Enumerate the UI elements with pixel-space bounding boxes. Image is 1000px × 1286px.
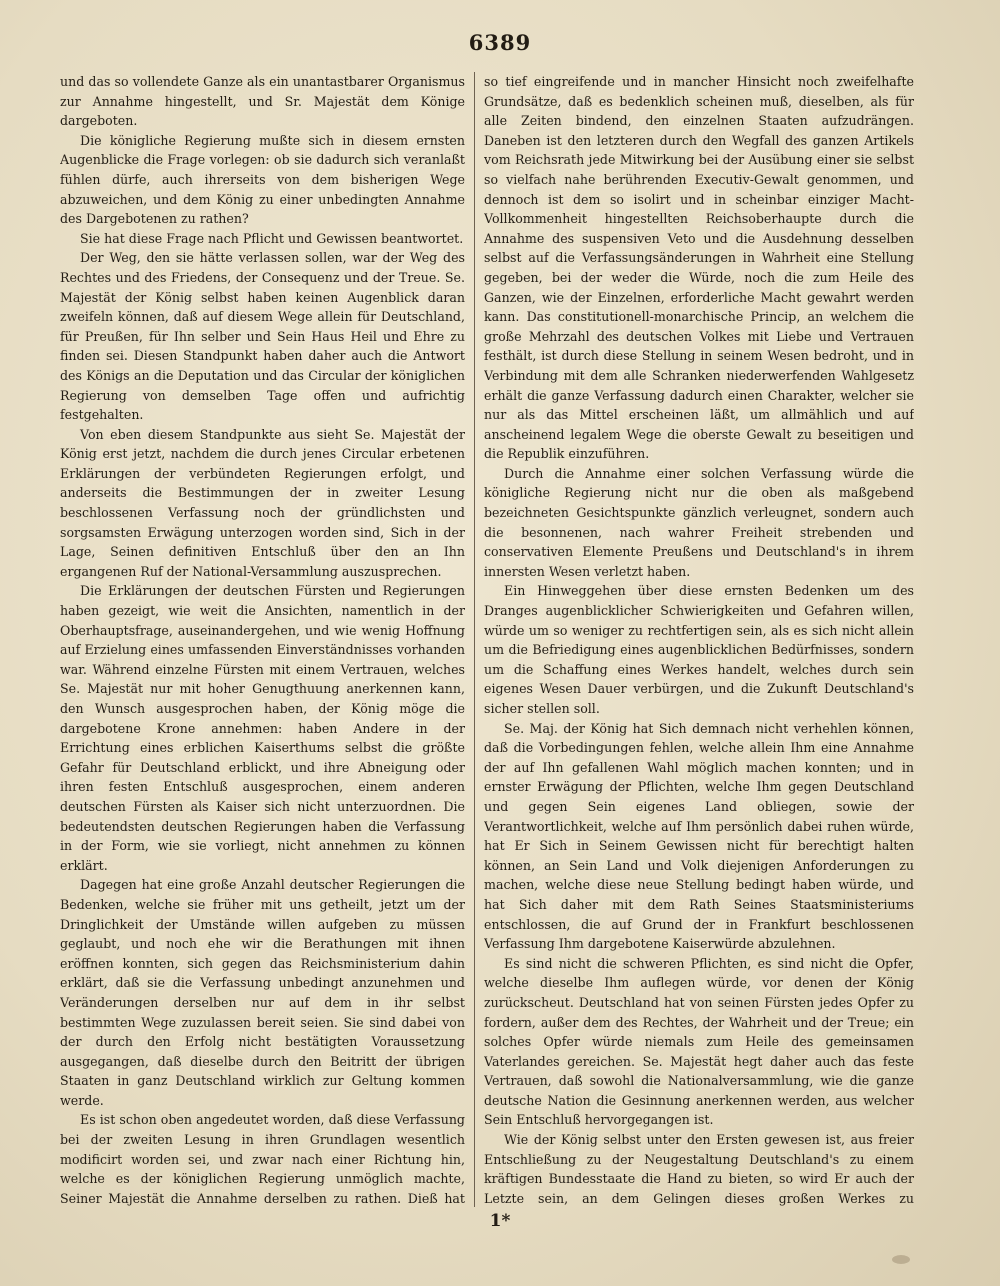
paragraph: Sie hat diese Frage nach Pflicht und Gewissen beantwortet.: [80, 230, 464, 246]
paragraph: Wie der König selbst unter den Ersten gewesen ist, aus freier Entschließung zu der Neugestaltung Deutschland's zu einem kräftigen Bundesstaate die Hand zu bieten, so wird Er auch der Letzte sein, an dem Gelingen dieses großen Werkes zu: [484, 1132, 914, 1206]
paragraph: Der Weg, den sie hätte verlassen sollen, war der Weg des Rechtes und des Friedens, der Consequenz und der Treue. Se. Majestät der König selbst haben keinen Augenblick daran zweifeln können, daß auf diesem Wege allein für Deutschland, für Preußen, für Ihn selber und Sein Haus Heil und Ehre zu finden sei. Diesen Standpunkt haben daher auch die Antwort des Königs an die Deputation und das Circular der königlichen Regierung von demselben Tage offen und aufrichtig festgehalten.: [60, 250, 465, 423]
paragraph: Es sind nicht die schweren Pflichten, es sind nicht die Opfer, welche dieselbe Ihm auflegen würde, vor denen der König zurückscheut. Deutschland hat von seinen Fürsten jedes Opfer zu fordern, außer dem des Rechtes, der Wahrheit und der Treue; ein solches Opfer würde niemals zum Heile des gemeinsamen Vaterlandes gereichen. Se. Majestät hegt daher auch das feste Vertrauen, daß sowohl die Nationalversammlung, wie die ganze deutsche Nation die Gesinnung anerkennen werden, aus welcher Sein Entschluß hervorgegangen ist.: [484, 955, 914, 1128]
paragraph: Se. Maj. der König hat Sich demnach nicht verhehlen können, daß die Vorbedingungen fehlen, welche allein Ihm eine Annahme der auf Ihn gefallenen Wahl möglich machen konnten; und in ernster Erwägung der Pflichten, welche Ihm gegen Deutschland und gegen Sein eigenes Land obliegen, sowie der Verantwortlichkeit, welche auf Ihm persönlich dabei ruhen würde, hat Er Sich in Seinem Gewissen nicht für berechtigt halten können, an Sein Land und Volk diejenigen Anforderungen zu machen, welche diese neue Stellung bedingt haben würde, und hat Sich daher mit dem Rath Seines Staatsministeriums entschlossen, die auf Grund der in Frankfurt beschlossenen Verfassung Ihm dargebotene Kaiserwürde abzulehnen.: [484, 720, 914, 952]
ink-smudge: [892, 1255, 910, 1264]
signature-mark: 1*: [489, 1211, 511, 1231]
column-divider: [474, 72, 475, 1207]
paragraph: Es ist schon oben angedeutet worden, daß diese Verfassung bei der zweiten Lesung in ihren Grundlagen wesentlich modificirt worden sei, und zwar nach einer Richtung hin, welche es der königlichen Regierung unmöglich machte, Seiner Majestät die Annahme derselben zu rathen. Dieß hat: [60, 1112, 465, 1206]
paragraph: Die Erklärungen der deutschen Fürsten und Regierungen haben gezeigt, wie weit die Ansichten, namentlich in der Oberhauptsfrage, auseinandergehen, und wie wenig Hoffnung auf Erzielung eines umfassenden Einverständnisses vorhanden war. Während einzelne Fürsten mit einem Vertrauen, welches Se. Majestät nur mit hoher Genugthuung anerkennen kann, den Wunsch ausgesprochen haben, der König möge die dargebotene Krone annehmen: haben Andere in der Errichtung eines erblichen Kaiserthums selbst die größte Gefahr für Deutschland erblickt, und ihre Abneigung oder ihren festen Entschluß ausgesprochen, einem anderen deutschen Fürsten als Kaiser sich nicht unterzuordnen. Die bedeutendsten deutschen Regierungen haben die Verfassung in der Form, wie sie vorliegt, nicht annehmen zu können erklärt.: [60, 583, 465, 873]
paragraph: Durch die Annahme einer solchen Verfassung würde die königliche Regierung nicht nur die oben als maßgebend bezeichneten Gesichtspunkte gänzlich verleugnet, sondern auch die besonnenen, nach wahrer Freiheit strebenden und conservativen Elemente Preußens und Deutschland's in ihrem innersten Wesen verletzt haben.: [484, 465, 914, 579]
paragraph: so tief eingreifende und in mancher Hinsicht noch zweifelhafte Grundsätze, daß es bedenklich scheinen muß, dieselben, als für alle Zeiten bindend, den einzelnen Staaten aufzudrängen. Daneben ist den letzteren durch den Wegfall des ganzen Artikels vom Reichsrath jede Mitwirkung bei der Ausübung einer sie selbst so vielfach nahe berührenden Executiv-Gewalt genommen, und dennoch ist dem so isolirt und in scheinbar einziger Macht-Vollkommenheit hingestellten Reichsoberhaupte durch die Annahme des suspensiven Veto und die Ausdehnung desselben selbst auf die Verfassungsänderungen in Wahrheit eine Stellung gegeben, bei der weder die Würde, noch die zum Heile des Ganzen, wie der Einzelnen, erforderliche Macht gewahrt werden kann. Das constitutionell-monarchische Princip, an welchem die große Mehrzahl des deutschen Volkes mit Liebe und Vertrauen festhält, ist durch diese Stellung in seinem Wesen bedroht, und in Verbindung mit dem alle Schranken niederwerfenden Wahlgesetz erhält die ganze Verfassung dadurch einen Charakter, welcher sie nur als das Mittel erscheinen läßt, um allmählich und auf anscheinend legalem Wege die oberste Gewalt zu beseitigen und die Republik einzuführen.: [484, 74, 914, 462]
page-number: 6389: [468, 30, 532, 55]
paragraph: und das so vollendete Ganze als ein unantastbarer Organismus zur Annahme hingestellt, und Sr. Majestät dem Könige dargeboten.: [60, 74, 465, 129]
paragraph: Dagegen hat eine große Anzahl deutscher Regierungen die Bedenken, welche sie früher mit uns getheilt, jetzt um der Dringlichkeit der Umstände willen aufgeben zu müssen geglaubt, und noch ehe wir die Berathungen mit ihnen eröffnen konnten, sich gegen das Reichsministerium dahin erklärt, daß sie die Verfassung unbedingt anzunehmen und Veränderungen derselben nur auf dem in ihr selbst bestimmten Wege zuzulassen bereit seien. Sie sind dabei von der durch den Erfolg nicht bestätigten Voraussetzung ausgegangen, daß dieselbe durch den Beitritt der übrigen Staaten in ganz Deutschland wirklich zur Geltung kommen werde.: [60, 877, 465, 1108]
paragraph: Ein Hinweggehen über diese ernsten Bedenken um des Dranges augenblicklicher Schwierigkeiten und Gefahren willen, würde um so weniger zu rechtfertigen sein, als es sich nicht allein um die Befriedigung eines augenblicklichen Bedürfnisses, sondern um die Schaffung eines Werkes handelt, welches durch sein eigenes Wesen Dauer verbürgen, und die Zukunft Deutschland's sicher stellen soll.: [484, 583, 914, 716]
paragraph: Die königliche Regierung mußte sich in diesem ernsten Augenblicke die Frage vorlegen: ob sie dadurch sich veranlaßt fühlen dürfe, auch ihrerseits von dem bisherigen Wege abzuweichen, und dem König zu einer unbedingten Annahme des Dargebotenen zu rathen?: [60, 132, 465, 227]
paragraph: Von eben diesem Standpunkte aus sieht Se. Majestät der König erst jetzt, nachdem die durch jenes Circular erbetenen Erklärungen der verbündeten Regierungen erfolgt, und anderseits die Bestimmungen der in zweiter Lesung beschlossenen Verfassung noch der gründlichsten und sorgsamsten Erwägung unterzogen worden sind, Sich in der Lage, Seinen definitiven Entschluß über den an Ihn ergangenen Ruf der National-Versammlung auszusprechen.: [60, 426, 465, 579]
right-column: [484, 72, 914, 1212]
left-column: [60, 72, 465, 1212]
